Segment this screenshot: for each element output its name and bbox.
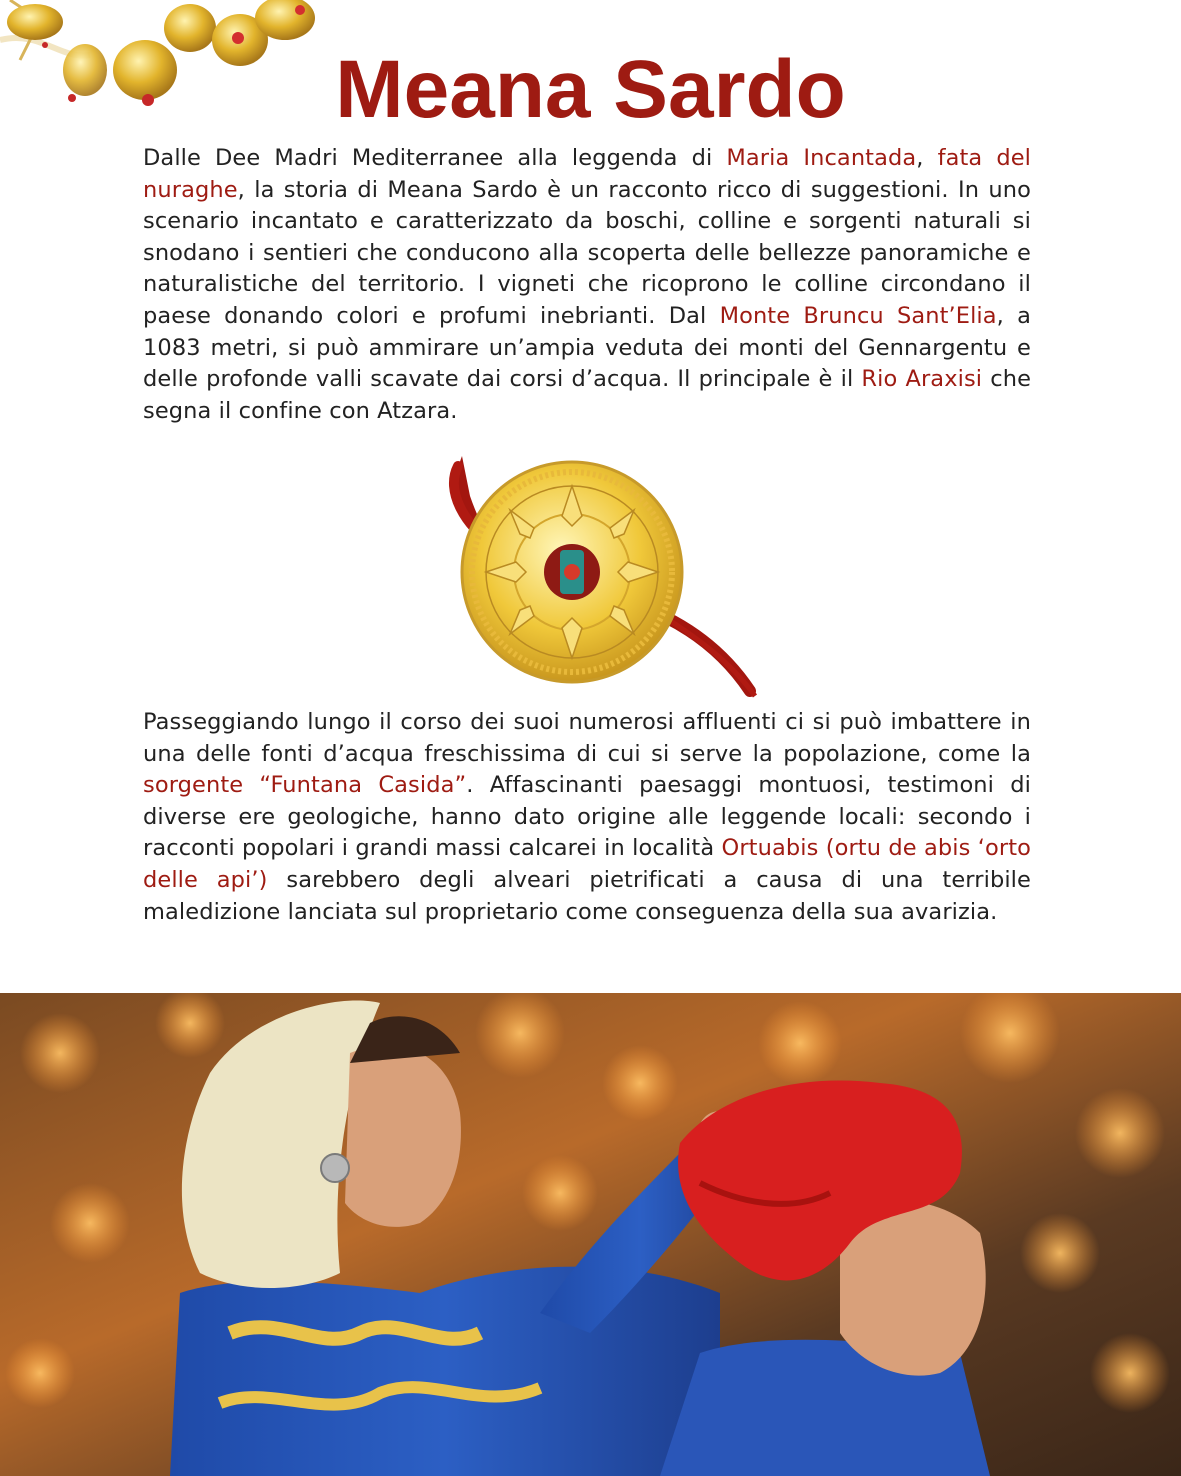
highlight-ortuabis: Ortuabis (ortu de abis ‘orto delle api’) bbox=[143, 835, 1032, 893]
page-title: Meana Sardo bbox=[335, 44, 846, 135]
highlight-maria-incantada: Maria Incantada bbox=[726, 145, 917, 171]
highlight-monte-bruncu: Monte Bruncu Sant’Elia bbox=[719, 302, 997, 329]
highlight-rio-araxisi: Rio Araxisi bbox=[861, 366, 983, 393]
highlight-fata-del-nuraghe: fata del nuraghe bbox=[143, 145, 1031, 203]
traditional-costume-photo bbox=[0, 993, 1181, 1476]
second-paragraph: Passeggiando lungo il corso dei suoi numerosi affluenti ci si può imbattere in una delle fonti d’acqua freschissima di cui si serve la popolazione, come la sorgente “Funtana Casida”. Affascinanti paesaggi montuosi, testimoni di diverse ere geologiche, hanno dato origine alle leggende locali: secondo i racconti popolari i grandi massi calcarei in località Ortuabis (ortu de abis ‘orto delle api’) sarebbero degli alveari pietrificati a causa di una terribile maledizione lanciata sul proprietario come conseguenza della sua avarizia. bbox=[143, 709, 1032, 925]
gold-medallion-emblem bbox=[440, 446, 765, 701]
intro-paragraph: Dalle Dee Madri Mediterranee alla leggenda di Maria Incantada, fata del nuraghe, la storia di Meana Sardo è un racconto ricco di suggestioni. In uno scenario incantato e caratterizzato da boschi, colline e sorgenti naturali si snodano i sentieri che conducono alla scoperta delle bellezze panoramiche e naturalistiche del territorio. I vigneti che ricoprono le colline circondano il paese donando colori e profumi inebrianti. Dal Monte Bruncu Sant’Elia, a 1083 metri, si può ammirare un’ampia veduta dei monti del Gennargentu e delle profonde valli scavate dai corsi d’acqua. Il principale è il Rio Araxisi che segna il confine con Atzara. bbox=[143, 145, 1032, 424]
highlight-funtana-casida: sorgente “Funtana Casida” bbox=[143, 772, 467, 799]
